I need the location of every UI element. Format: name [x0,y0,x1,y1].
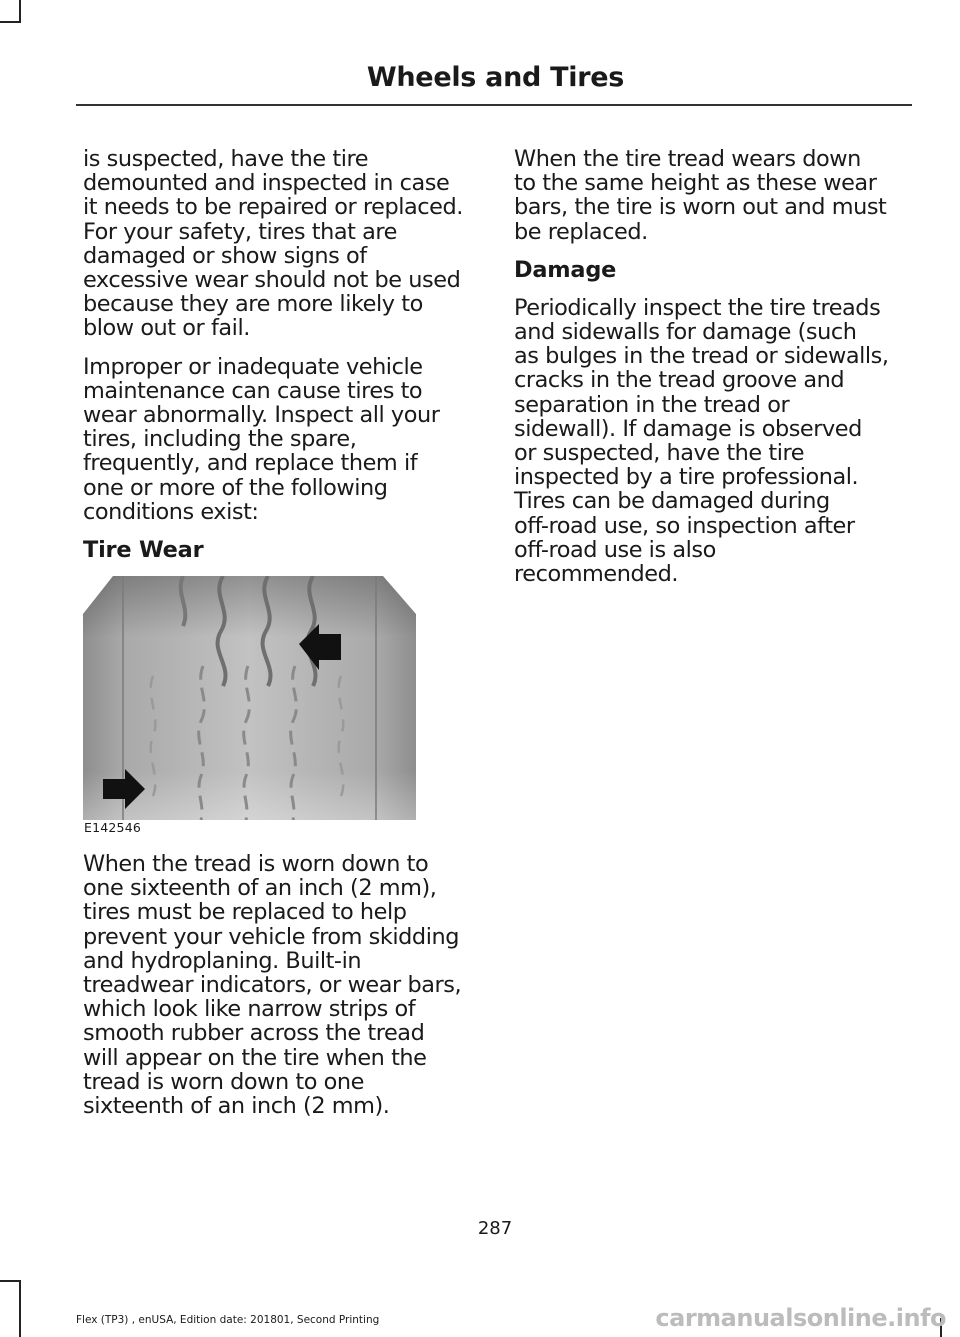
tread-wear-figure [83,576,417,838]
watermark: carmanualsonline.info [655,1304,946,1332]
section-title: Wheels and Tires [366,62,624,93]
damage-heading: Damage [514,256,617,283]
left-column [83,147,478,1132]
tread-illustration [83,576,417,820]
tire-wear-heading: Tire Wear [83,537,204,564]
maintenance-paragraph: Improper or inadequate vehicle maintenance can cause tires to wear abnormally. Inspect all your tires, including the spare, frequently, and replace them if one or more of the following conditions exist: [83,353,440,525]
crop-mark [0,21,21,23]
page-number: 287 [477,1218,513,1239]
header-rule [76,104,912,106]
crop-mark [0,1280,21,1282]
tire-damage-paragraph: is suspected, have the tire demounted and inspected in case it needs to be repaired or replaced. For your safety, tires that are damaged or show signs of excessive wear should not be used because they are more likely to blow out or fail. [83,146,463,342]
edition-footer: Flex (TP3) , enUSA, Edition date: 201801, Second Printing [76,1314,380,1326]
damage-paragraph: Periodically inspect the tire treads and sidewalls for damage (such as bulges in the tread or sidewalls, cracks in the tread groove and separation in the tread or sidewall). If damage is observed or suspected, have the tire inspected by a tire professional. Tires can be damaged during off-road use, so inspection after off-road use is also recommended. [514,294,889,588]
right-column [514,147,909,600]
wear-bars-paragraph: When the tire tread wears down to the same height as these wear bars, the tire is worn out and must be replaced. [514,146,887,245]
figure-id: E142546 [84,820,142,836]
crop-mark [19,0,21,22]
tread-wear-paragraph: When the tread is worn down to one sixteenth of an inch (2 mm), tires must be replaced to help prevent your vehicle from skidding and hydroplaning. Built-in treadwear indicators, or wear bars, which look like narrow strips of smooth rubber across the tread will appear on the tire when the tread is worn down to one sixteenth of an inch (2 mm). [83,851,462,1120]
crop-mark [19,1280,21,1337]
